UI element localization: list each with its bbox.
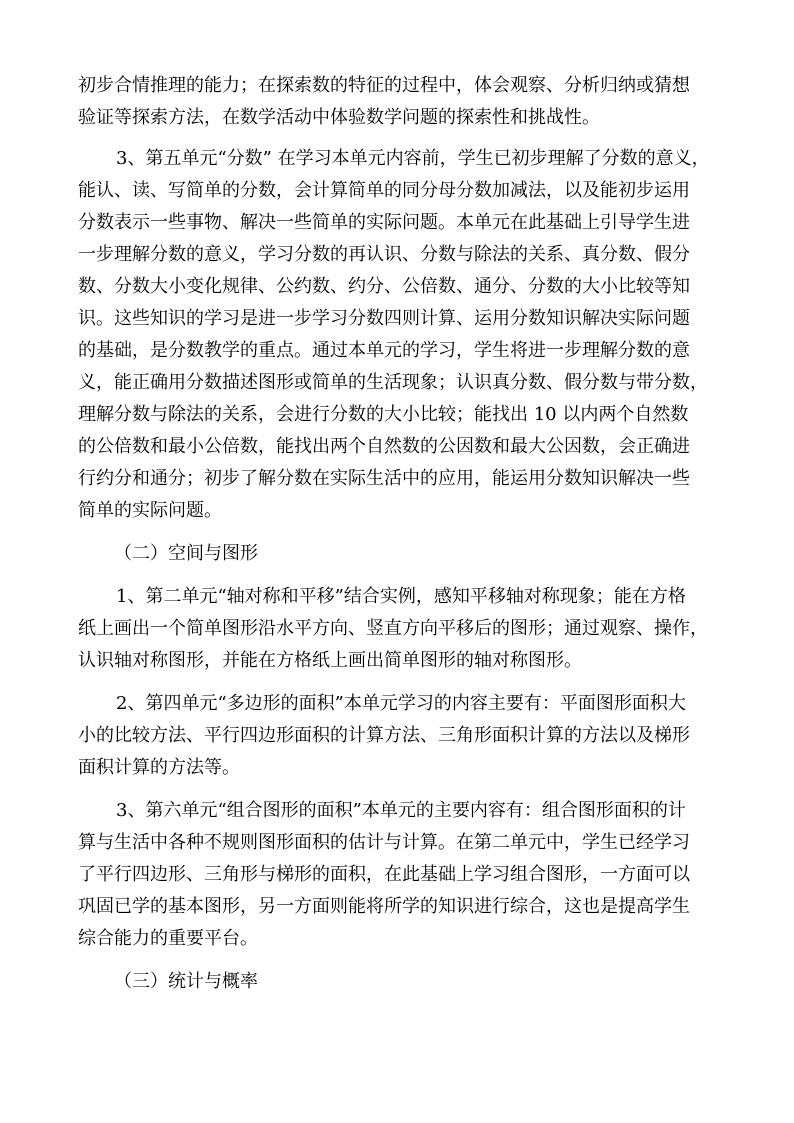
- paragraph-unit5-fractions: [78, 143, 718, 527]
- text-line: 义，能正确用分数描述图形或简单的生活现象；认识真分数、假分数与带分数，: [78, 372, 708, 393]
- text-line: 的基础，是分数教学的重点。通过本单元的学习，学生将进一步理解分数的意: [78, 340, 690, 361]
- paragraph-unit4-polygon-area: [78, 688, 718, 784]
- text-line: 初步合情推理的能力；在探索数的特征的过程中，体会观察、分析归纳或猜想: [78, 75, 690, 96]
- text-line: 3、第五单元“分数” 在学习本单元内容前，学生已初步理解了分数的意义，: [116, 148, 710, 169]
- paragraph-unit6-composite-area: [78, 795, 718, 955]
- text-line: 了平行四边形、三角形与梯形的面积，在此基础上学习组合图形，一方面可以: [78, 864, 690, 885]
- text-line: 分数表示一些事物、解决一些简单的实际问题。本单元在此基础上引导学生进: [78, 212, 690, 233]
- text-line: 算与生活中各种不规则图形面积的估计与计算。在第二单元中，学生已经学习: [78, 832, 690, 853]
- text-line: 行约分和通分；初步了解分数在实际生活中的应用，能运用分数知识解决一些: [78, 468, 690, 489]
- text-line: 验证等探索方法，在数学活动中体验数学问题的探索性和挑战性。: [78, 107, 600, 128]
- text-line: 理解分数与除法的关系，会进行分数的大小比较；能找出 10 以内两个自然数: [78, 404, 689, 425]
- section-heading-space-and-shapes: （二）空间与图形: [114, 543, 258, 564]
- text-line: 能认、读、写简单的分数，会计算简单的同分母分数加减法，以及能初步运用: [78, 180, 690, 201]
- text-line: 简单的实际问题。: [78, 500, 222, 521]
- text-line: 认识轴对称图形，并能在方格纸上画出简单图形的轴对称图形。: [78, 650, 582, 671]
- text-line: 1、第二单元“轴对称和平移”结合实例，感知平移轴对称现象；能在方格: [116, 586, 686, 607]
- text-line: 纸上画出一个简单图形沿水平方向、竖直方向平移后的图形；通过观察、操作，: [78, 618, 708, 639]
- text-line: 识。这些知识的学习是进一步学习分数四则计算、运用分数知识解决实际问题: [78, 308, 690, 329]
- text-line: 2、第四单元“多边形的面积”本单元学习的内容主要有：平面图形面积大: [116, 693, 686, 714]
- text-line: 综合能力的重要平台。: [78, 928, 258, 949]
- section-heading-statistics-and-probability: （三）统计与概率: [114, 971, 258, 992]
- paragraph-continuation: [78, 70, 718, 134]
- text-line: 数、分数大小变化规律、公约数、约分、公倍数、通分、分数的大小比较等知: [78, 276, 690, 297]
- text-line: 巩固已学的基本图形，另一方面则能将所学的知识进行综合，这也是提高学生: [78, 896, 690, 917]
- text-line: 3、第六单元“组合图形的面积”本单元的主要内容有：组合图形面积的计: [116, 800, 686, 821]
- text-line: 小的比较方法、平行四边形面积的计算方法、三角形面积计算的方法以及梯形: [78, 725, 690, 746]
- text-line: 一步理解分数的意义，学习分数的再认识、分数与除法的关系、真分数、假分: [78, 244, 690, 265]
- text-line: 面积计算的方法等。: [78, 757, 240, 778]
- text-line: 的公倍数和最小公倍数，能找出两个自然数的公因数和最大公因数，会正确进: [78, 436, 690, 457]
- paragraph-unit2-symmetry: [78, 581, 718, 677]
